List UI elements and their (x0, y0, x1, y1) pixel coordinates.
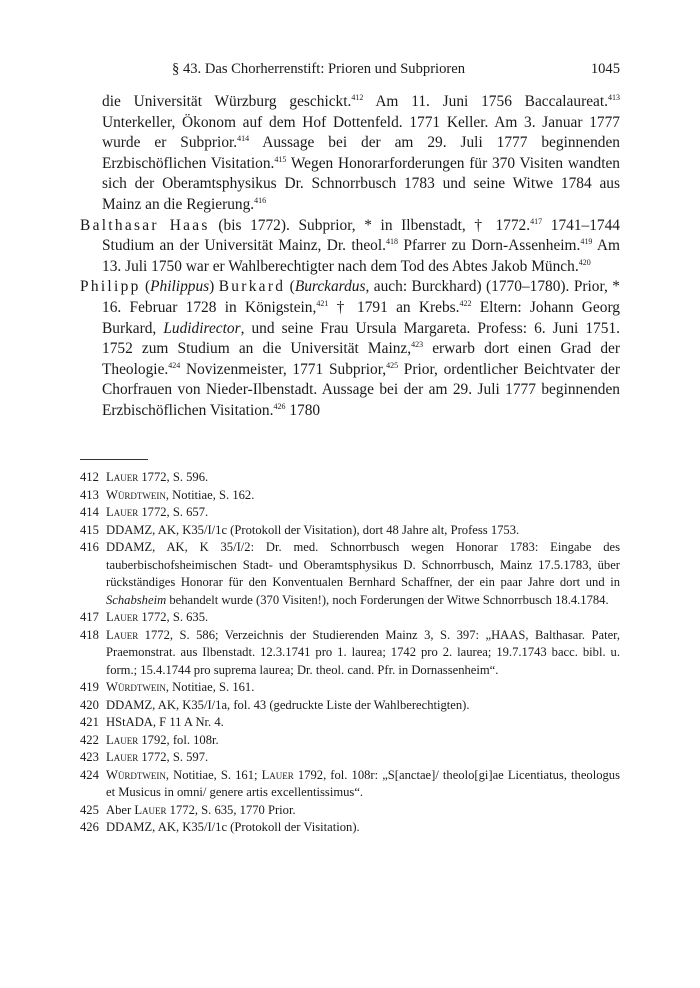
footnotes (80, 469, 620, 837)
footnote-ref: 425 (386, 360, 399, 370)
footnote-ref: 413 (607, 93, 620, 102)
footnote: 421 HStADA, F 11 A Nr. 4. (80, 715, 224, 729)
page-number: 1045 (590, 61, 620, 77)
footnote: 423 Lauer 1772, S. 597. (80, 750, 209, 764)
footnote-ref: 421 (316, 298, 329, 308)
person-surname: Burkard (218, 278, 286, 296)
footnote: 419 Würdtwein, Notitiae, S. 161. (80, 680, 255, 694)
paragraph-continuation: die Universität Würzburg geschickt.$^{412}$ Am 11. Juni 1756 Baccalaureat.$^{413}$ Unterkeller, Ökonom auf dem Hof Dottenfeld. 1771 Keller. Am 3. Januar 1777 wurde er Subprior.$^{414}$ Aussage bei der am 29. Juli 1777 beginnenden Erzbischöflichen Visitation.$^{415}$ Wegen Honorarforderungen für 370 Visiten wandten sich der Oberamtsphysikus Dr. Schnorrbusch 1783 und seine Witwe 1784 aus Mainz an die Regierung.$^{416}$ (102, 93, 620, 213)
running-header (80, 61, 620, 81)
footnote: 424 Würdtwein, Notitiae, S. 161; Lauer 1792, fol. 108r: „S[anctae]/ theolo[gi]ae Licentiatus, theologus et Musicus in omni/ genere artis excellentissimus“. (80, 767, 620, 799)
entry-philipp-burkard: Philipp (Philippus) Burkard (Burckardus, auch: Burckhard) (1770–1780). Prior, * 16. Februar 1728 in Königstein,$^{421}$ † 1791 an Krebs.$^{422}$ Eltern: Johann Georg Burkard, Ludidirector, und seine Frau Ursula Margareta. Profess: 6. Juni 1751. 1752 zum Studium an die Universität Mainz,$^{423}$ erwarb dort einen Grad der Theologie.$^{424}$ Novizenmeister, 1771 Subprior,$^{425}$ Prior, ordentlicher Beichtvater der Chorfrauen von Nieder-Ilbenstadt. Aussage bei der am 29. Juli 1777 beginnenden Erzbischöflichen Visitation.$^{426}$ 1780 (80, 278, 621, 419)
footnote: 415 DDAMZ, AK, K35/I/1c (Protokoll der Visitation), dort 48 Jahre alt, Profess 1753. (80, 522, 520, 537)
footnote-ref: 417 (530, 216, 543, 226)
running-title: § 43. Das Chorherrenstift: Prioren und Subprioren (172, 61, 466, 77)
footnote: 413 Würdtwein, Notitiae, S. 162. (80, 487, 255, 502)
footnote: 426 DDAMZ, AK, K35/I/1c (Protokoll der Visitation). (80, 820, 360, 834)
footnote-separator (80, 459, 148, 460)
person-name: Philipp (80, 278, 141, 296)
footnote-ref: 412 (351, 93, 364, 102)
footnote: 414 Lauer 1772, S. 657. (80, 505, 209, 519)
footnote: 420 DDAMZ, AK, K35/I/1a, fol. 43 (gedruckte Liste der Wahlberechtigten). (80, 697, 470, 712)
footnote: 412 Lauer 1772, S. 596. (80, 470, 209, 484)
footnote: 417 Lauer 1772, S. 635. (80, 610, 209, 624)
footnote-ref: 423 (411, 340, 424, 350)
footnote: 418 Lauer 1772, S. 586; Verzeichnis der Studierenden Mainz 3, S. 397: „HAAS, Balthasar. Pater, Praemonstrat. aus Ilbenstadt. 12.3.1741 pro 1. laurea; 1742 pro 2. laurea; 19.7.1743 bacc. bibl. u. form.; 15.4.1744 pro suprema laurea; Dr. theol. cand. Pfr. in Dornassenheim“. (80, 627, 620, 677)
person-name: Balthasar Haas (80, 216, 210, 234)
footnote: 422 Lauer 1792, fol. 108r. (80, 732, 219, 747)
footnote-ref: 422 (459, 298, 472, 308)
footnote: 416 DDAMZ, AK, K 35/I/2: Dr. med. Schnorrbusch wegen Honorar 1783: Eingabe des tauberbischofsheimischen Stadt- und Oberamtsphysikus D. Schnorrbusch, Mainz 17.5.1783, über rückständiges Honorar für den Konventualen Bernhard Schaffner, der ein paar Jahre dort und in Schabsheim behandelt wurde (370 Visiten!), noch Forderungen der Witwe Schnorrbusch 18.4.1784. (80, 540, 620, 607)
footnote-ref: 414 (237, 134, 250, 144)
entry-balthasar-haas: Balthasar Haas (bis 1772). Subprior, * in Ilbenstadt, † 1772.$^{417}$ 1741–1744 Studium an der Universität Mainz, Dr. theol.$^{418}$ Pfarrer zu Dorn-Assenheim.$^{419}$ Am 13. Juli 1750 war er Wahlberechtigter nach dem Tod des Abtes Jakob Münch.$^{420}$ (80, 216, 621, 275)
footnote: 425 Aber Lauer 1772, S. 635, 1770 Prior. (80, 802, 296, 817)
footnote-ref: 416 (254, 195, 267, 205)
footnote-ref: 424 (168, 360, 181, 370)
footnote-ref: 418 (386, 237, 398, 247)
footnote-ref: 415 (274, 154, 287, 164)
footnote-ref: 426 (273, 401, 286, 411)
footnote-ref: 420 (578, 257, 591, 267)
main-text (80, 92, 620, 422)
footnote-ref: 419 (580, 237, 593, 247)
